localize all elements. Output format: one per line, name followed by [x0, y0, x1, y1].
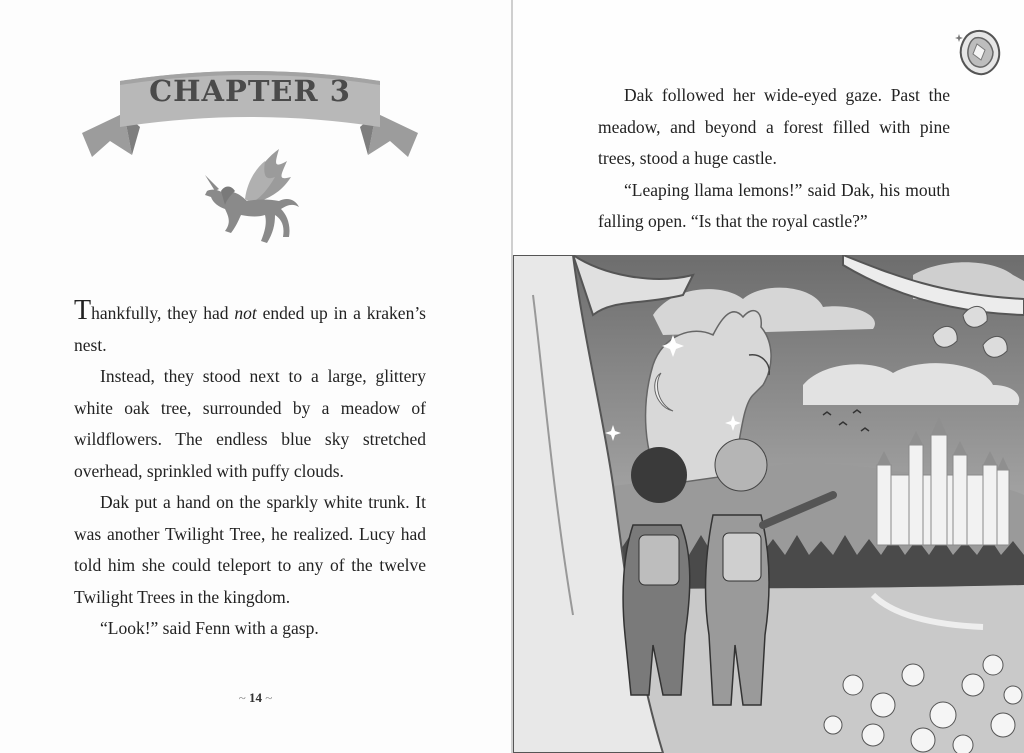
- drop-cap: T: [74, 295, 92, 326]
- paragraph-5: Dak followed her wide-eyed gaze. Past the meadow, and beyond a forest filled with pine trees, stood a huge castle.: [598, 85, 950, 168]
- winged-unicorn-icon: [195, 145, 305, 260]
- castle-meadow-illustration: [513, 255, 1024, 753]
- right-page: [513, 0, 1024, 753]
- folio-ornament-left: ~: [238, 690, 246, 705]
- paragraph-1-text-a: hankfully, they had: [91, 303, 235, 323]
- page-number: 14: [249, 690, 262, 705]
- left-page-text: [74, 295, 426, 645]
- paragraph-6: “Leaping llama lemons!” said Dak, his mouth falling open. “Is that the royal castle?”: [598, 179, 950, 231]
- paragraph-2: Instead, they stood next to a large, glittery white oak tree, surrounded by a meadow of wildflowers. The endless blue sky stretched overhead, sprinkled with puffy clouds.: [74, 366, 426, 481]
- paragraph-1: [74, 295, 426, 361]
- chapter-title: CHAPTER 3: [149, 74, 351, 108]
- page-number-folio: [0, 690, 511, 706]
- paragraph-3: Dak put a hand on the sparkly white trunk. It was another Twilight Tree, he realized. Lucy had told him she could teleport to any of the twelve Twilight Trees in the kingdom.: [74, 492, 426, 607]
- right-page-text: [598, 80, 950, 238]
- paragraph-1-emphasis: not: [234, 303, 257, 323]
- left-page: [0, 0, 511, 753]
- gem-icon: [951, 22, 1011, 82]
- folio-ornament-right: ~: [265, 690, 273, 705]
- paragraph-1-text-b: ended up in a kraken’s nest.: [74, 303, 426, 355]
- paragraph-4: “Look!” said Fenn with a gasp.: [100, 618, 319, 638]
